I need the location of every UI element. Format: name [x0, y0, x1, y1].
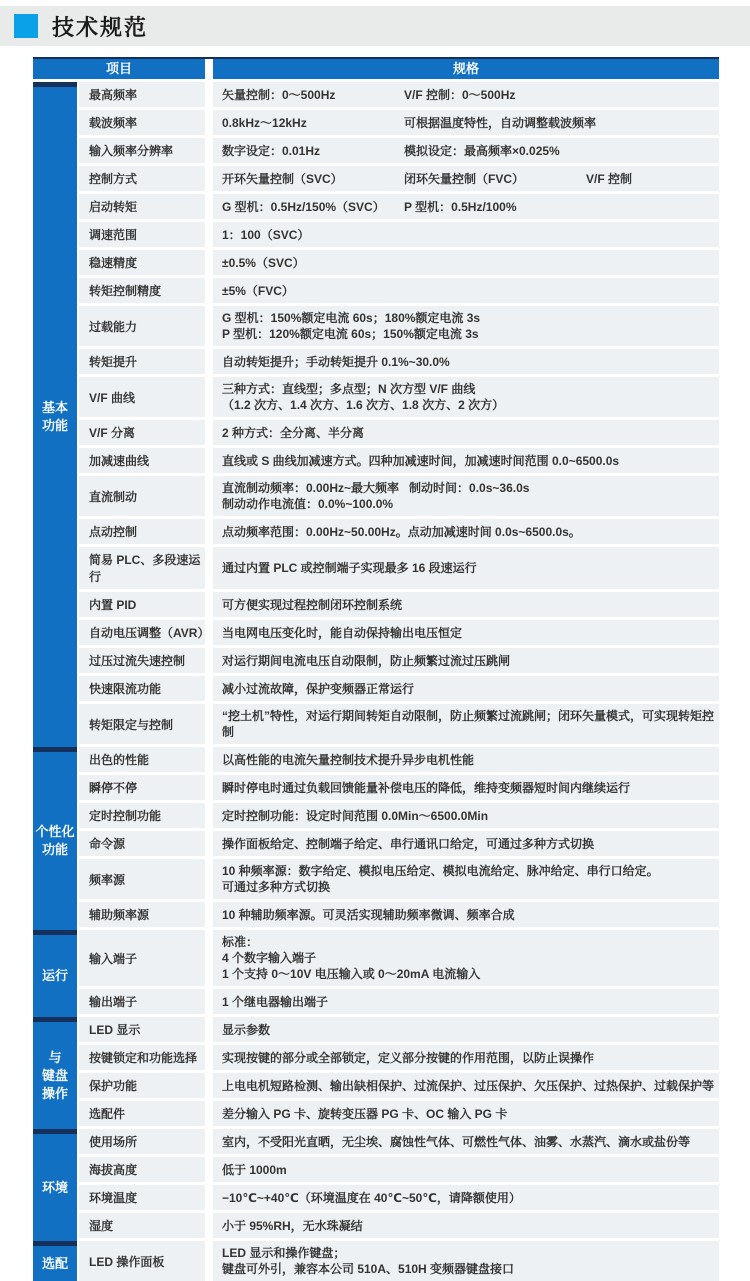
value-part: 4 个数字输入端子	[222, 951, 317, 965]
header-spec: 规格	[213, 59, 719, 79]
spec-row	[79, 1017, 719, 1042]
row-value	[213, 1185, 719, 1210]
spec-row	[79, 592, 719, 617]
value-part: 上电电机短路检测、输出缺相保护、过流保护、过压保护、欠压保护、过热保护、过载保护等	[222, 1078, 715, 1093]
value-part: 矢量控制：0～500Hz	[222, 87, 336, 102]
value-part: （1.2 次方、1.4 次方、1.6 次方、1.8 次方、2 次方）	[222, 398, 505, 412]
category-label: 选配	[41, 1255, 68, 1271]
value-part: 1：100（SVC）	[222, 227, 310, 242]
spec-row	[79, 1213, 719, 1238]
value-part: 当电网电压变化时，能自动保持输出电压恒定	[222, 625, 463, 640]
row-label: 输入频率分辨率	[79, 138, 205, 163]
row-value	[213, 859, 719, 899]
row-label: 环境温度	[79, 1185, 205, 1210]
spec-row	[79, 377, 719, 417]
value-part: 低于 1000m	[222, 1162, 287, 1177]
value-line	[222, 1245, 715, 1261]
header-item: 项目	[33, 59, 205, 79]
spec-row	[79, 648, 719, 673]
value-part: V/F 控制	[586, 171, 633, 186]
row-value	[213, 476, 719, 516]
category-label: 基本	[41, 400, 68, 415]
row-value	[213, 930, 719, 986]
value-part: 显示参数	[222, 1022, 271, 1037]
spec-group	[33, 747, 719, 930]
value-line	[222, 780, 715, 796]
value-line	[222, 115, 715, 131]
value-line	[222, 283, 715, 299]
row-value	[213, 82, 719, 107]
row-value	[213, 1073, 719, 1098]
category-label: 运行	[41, 968, 68, 983]
spec-row	[79, 222, 719, 247]
row-label: 加减速曲线	[79, 448, 205, 473]
row-label: 转矩限定与控制	[79, 704, 205, 744]
value-line	[222, 934, 715, 950]
spec-row	[79, 349, 719, 374]
value-part: 自动转矩提升；手动转矩提升 0.1%~30.0%	[222, 354, 450, 369]
value-line	[222, 354, 715, 370]
row-value	[213, 377, 719, 417]
category-label: 个性化	[35, 824, 75, 839]
spec-row	[79, 519, 719, 544]
row-label: 输出端子	[79, 989, 205, 1014]
row-value	[213, 803, 719, 828]
row-label: 命令源	[79, 831, 205, 856]
value-line	[222, 1022, 715, 1038]
value-line	[222, 1134, 715, 1150]
value-part: V/F 控制：0～500Hz	[404, 87, 516, 102]
row-value	[213, 1101, 719, 1126]
value-line	[222, 1218, 715, 1234]
value-part: 直线或 S 曲线加减速方式。四种加减速时间，加减速时间范围 0.0~6500.0s	[222, 453, 620, 468]
row-label: 海拔高度	[79, 1157, 205, 1182]
value-part: 室内，不受阳光直晒，无尘埃、腐蚀性气体、可燃性气体、油雾、水蒸汽、滴水或盐份等	[222, 1134, 691, 1149]
value-part: 10 种辅助频率源。可灵活实现辅助频率微调、频率合成	[222, 907, 515, 922]
category-cell	[33, 747, 77, 930]
value-part: 对运行期间电流电压自动限制，防止频繁过流过压跳闸	[222, 653, 511, 668]
value-part: 1 个继电器输出端子	[222, 994, 329, 1009]
value-line	[222, 752, 715, 768]
spec-row	[79, 547, 719, 589]
group-rows	[79, 82, 719, 747]
title-band	[0, 6, 750, 46]
row-value	[213, 620, 719, 645]
row-label: 自动电压调整（AVR）	[79, 620, 205, 645]
value-line	[222, 1050, 715, 1066]
row-label: 湿度	[79, 1213, 205, 1238]
row-label: V/F 曲线	[79, 377, 205, 417]
value-part: LED 显示和操作键盘；	[222, 1246, 346, 1260]
row-value	[213, 648, 719, 673]
spec-row	[79, 1157, 719, 1182]
spec-row	[79, 1129, 719, 1154]
spec-row	[79, 747, 719, 772]
value-part: ±5%（FVC）	[222, 283, 294, 298]
value-part: 键盘可外引，兼容本公司 510A、510H 变频器键盘接口	[222, 1262, 515, 1276]
category-label: 操作	[41, 1085, 68, 1101]
spec-row	[79, 278, 719, 303]
value-part: 2 种方式：全分离、半分离	[222, 425, 365, 440]
value-part: 可方便实现过程控制闭环控制系统	[222, 597, 403, 612]
value-part: G 型机：150%额定电流 60s；180%额定电流 3s	[222, 311, 481, 325]
row-label: 简易 PLC、多段速运行	[79, 547, 205, 589]
value-line	[222, 879, 715, 895]
value-line	[222, 994, 715, 1010]
value-part: P 型机：120%额定电流 60s；150%额定电流 3s	[222, 327, 479, 341]
spec-group	[33, 930, 719, 1017]
spec-row	[79, 1101, 719, 1126]
value-line	[222, 480, 715, 496]
row-label: 按键锁定和功能选择	[79, 1045, 205, 1070]
spec-row	[79, 676, 719, 701]
row-label: 出色的性能	[79, 747, 205, 772]
group-rows	[79, 1241, 719, 1281]
row-value	[213, 1213, 719, 1238]
page-title: 技术规范	[52, 14, 149, 40]
value-part: ±0.5%（SVC）	[222, 255, 305, 270]
value-line	[222, 255, 715, 271]
value-part: 标准：	[222, 935, 259, 949]
category-label: 功能	[41, 842, 68, 857]
title-accent-square-icon	[14, 14, 38, 38]
row-label: 转矩提升	[79, 349, 205, 374]
spec-row	[79, 194, 719, 219]
value-part: 三种方式：直线型；多点型；N 次方型 V/F 曲线	[222, 382, 476, 396]
spec-row	[79, 166, 719, 191]
row-label: 启动转矩	[79, 194, 205, 219]
row-value	[213, 1157, 719, 1182]
value-part: 瞬时停电时通过负载回馈能量补偿电压的降低，维持变频器短时间内继续运行	[222, 780, 631, 795]
category-label: 环境	[41, 1179, 68, 1195]
row-label: 载波频率	[79, 110, 205, 135]
row-label: 最高频率	[79, 82, 205, 107]
value-line	[222, 1190, 715, 1206]
row-label: 辅助频率源	[79, 902, 205, 927]
value-part: 通过内置 PLC 或控制端子实现最多 16 段速运行	[222, 561, 477, 575]
value-line	[222, 227, 715, 243]
spec-row	[79, 110, 719, 135]
value-part: −10℃~+40℃（环境温度在 40℃~50℃，请降额使用）	[222, 1190, 521, 1205]
row-value	[213, 110, 719, 135]
value-line	[222, 524, 715, 540]
value-line	[222, 907, 715, 923]
category-cell	[33, 930, 77, 1017]
value-line	[222, 1078, 715, 1094]
value-part: 制动动作电流值：0.0%~100.0%	[222, 497, 394, 511]
value-part: 实现按键的部分或全部锁定，定义部分按键的作用范围，以防止误操作	[222, 1050, 595, 1065]
row-value	[213, 194, 719, 219]
spec-row	[79, 250, 719, 275]
row-value	[213, 448, 719, 473]
spec-row	[79, 620, 719, 645]
spec-row	[79, 831, 719, 856]
row-label: 转矩控制精度	[79, 278, 205, 303]
row-value	[213, 747, 719, 772]
value-line	[222, 808, 715, 824]
row-label: 过压过流失速控制	[79, 648, 205, 673]
value-part: 点动频率范围：0.00Hz~50.00Hz。点动加减速时间 0.0s~6500.0s。	[222, 524, 581, 539]
value-line	[222, 397, 715, 413]
value-part: 闭环矢量控制（FVC）	[404, 171, 525, 186]
row-value	[213, 902, 719, 927]
value-line	[222, 199, 715, 215]
row-label: 过载能力	[79, 306, 205, 346]
spec-row	[79, 82, 719, 107]
row-value	[213, 349, 719, 374]
value-line	[222, 1106, 715, 1122]
row-label: 保护功能	[79, 1073, 205, 1098]
spec-row	[79, 704, 719, 744]
row-value	[213, 166, 719, 191]
row-label: 直流制动	[79, 476, 205, 516]
group-rows	[79, 1017, 719, 1129]
value-line	[222, 950, 715, 966]
row-value	[213, 420, 719, 445]
spec-group	[33, 1129, 719, 1241]
category-label: 键盘	[41, 1067, 68, 1083]
spec-row	[79, 1241, 719, 1281]
row-label: 调速范围	[79, 222, 205, 247]
row-label: 点动控制	[79, 519, 205, 544]
value-line	[222, 1261, 715, 1277]
row-value	[213, 1045, 719, 1070]
row-label: 使用场所	[79, 1129, 205, 1154]
table-body	[33, 82, 719, 1281]
row-label: 定时控制功能	[79, 803, 205, 828]
row-value	[213, 1241, 719, 1281]
row-label: LED 显示	[79, 1017, 205, 1042]
value-line	[222, 326, 715, 342]
value-part: 1 个支持 0～10V 电压输入或 0～20mA 电流输入	[222, 967, 481, 981]
row-value	[213, 989, 719, 1014]
spec-row	[79, 1073, 719, 1098]
value-part: G 型机：0.5Hz/150%（SVC）	[222, 199, 385, 214]
value-part: 可通过多种方式切换	[222, 880, 331, 894]
spec-row	[79, 902, 719, 927]
value-line	[222, 496, 715, 512]
row-value	[213, 704, 719, 744]
category-cell	[33, 1129, 77, 1241]
value-line	[222, 381, 715, 397]
category-cell	[33, 82, 77, 747]
row-value	[213, 775, 719, 800]
table-header	[33, 57, 719, 79]
group-rows	[79, 1129, 719, 1241]
value-part: 定时控制功能：设定时间范围 0.0Min～6500.0Min	[222, 808, 489, 823]
value-line	[222, 653, 715, 669]
value-part: “挖土机”特性，对运行期间转矩自动限制，防止频繁过流跳闸；闭环矢量模式，可实现转矩控制	[222, 709, 715, 739]
spec-group	[33, 1017, 719, 1129]
row-label: LED 操作面板	[79, 1241, 205, 1281]
category-cell	[33, 1017, 77, 1129]
row-label: 内置 PID	[79, 592, 205, 617]
row-label: 频率源	[79, 859, 205, 899]
row-value	[213, 278, 719, 303]
group-rows	[79, 747, 719, 930]
value-line	[222, 966, 715, 982]
value-line	[222, 1162, 715, 1178]
row-value	[213, 519, 719, 544]
value-part: 可根据温度特性，自动调整载波频率	[404, 115, 597, 130]
value-part: 操作面板给定、控制端子给定、串行通讯口给定，可通过多种方式切换	[222, 836, 595, 851]
spec-row	[79, 138, 719, 163]
row-label: 稳速精度	[79, 250, 205, 275]
value-line	[222, 560, 715, 576]
category-label: 功能	[41, 418, 68, 433]
value-part: 小于 95%RH，无水珠凝结	[222, 1218, 363, 1233]
spec-row	[79, 420, 719, 445]
spec-table	[33, 57, 719, 1281]
row-value	[213, 250, 719, 275]
spec-row	[79, 476, 719, 516]
value-part: 直流制动频率：0.00Hz~最大频率	[222, 481, 400, 495]
value-part: 减小过流故障，保护变频器正常运行	[222, 681, 415, 696]
value-line	[222, 453, 715, 469]
value-line	[222, 143, 715, 159]
spec-group	[33, 82, 719, 747]
value-part: 差分输入 PG 卡、旋转变压器 PG 卡、OC 输入 PG 卡	[222, 1106, 508, 1121]
row-label: 控制方式	[79, 166, 205, 191]
value-line	[222, 625, 715, 641]
row-value	[213, 138, 719, 163]
row-value	[213, 547, 719, 589]
value-line	[222, 171, 715, 187]
value-line	[222, 708, 715, 740]
group-rows	[79, 930, 719, 1017]
value-line	[222, 863, 715, 879]
value-part: 开环矢量控制（SVC）	[222, 171, 343, 186]
value-line	[222, 310, 715, 326]
value-part: 以高性能的电流矢量控制技术提升异步电机性能	[222, 752, 475, 767]
value-line	[222, 87, 715, 103]
spec-row	[79, 1185, 719, 1210]
value-part: 0.8kHz～12kHz	[222, 115, 307, 130]
row-value	[213, 831, 719, 856]
value-part: 制动时间：0.0s~36.0s	[409, 481, 530, 495]
value-part: 模拟设定：最高频率×0.025%	[404, 143, 560, 158]
spec-group	[33, 1241, 719, 1281]
value-part: P 型机：0.5Hz/100%	[404, 199, 517, 214]
spec-row	[79, 859, 719, 899]
value-line	[222, 681, 715, 697]
row-value	[213, 1017, 719, 1042]
value-line	[222, 597, 715, 613]
row-value	[213, 592, 719, 617]
spec-row	[79, 989, 719, 1014]
value-part: 数字设定：0.01Hz	[222, 143, 321, 158]
row-value	[213, 306, 719, 346]
value-line	[222, 836, 715, 852]
spec-row	[79, 930, 719, 986]
row-value	[213, 222, 719, 247]
category-cell	[33, 1241, 77, 1281]
spec-row	[79, 803, 719, 828]
spec-row	[79, 775, 719, 800]
spec-row	[79, 1045, 719, 1070]
spec-row	[79, 448, 719, 473]
category-label: 与	[48, 1049, 62, 1065]
value-line	[222, 425, 715, 441]
row-label: 输入端子	[79, 930, 205, 986]
row-label: 瞬停不停	[79, 775, 205, 800]
row-label: 快速限流功能	[79, 676, 205, 701]
row-label: 选配件	[79, 1101, 205, 1126]
row-value	[213, 676, 719, 701]
value-part: 10 种频率源：数字给定、模拟电压给定、模拟电流给定、脉冲给定、串行口给定。	[222, 864, 659, 878]
spec-row	[79, 306, 719, 346]
row-label: V/F 分离	[79, 420, 205, 445]
row-value	[213, 1129, 719, 1154]
